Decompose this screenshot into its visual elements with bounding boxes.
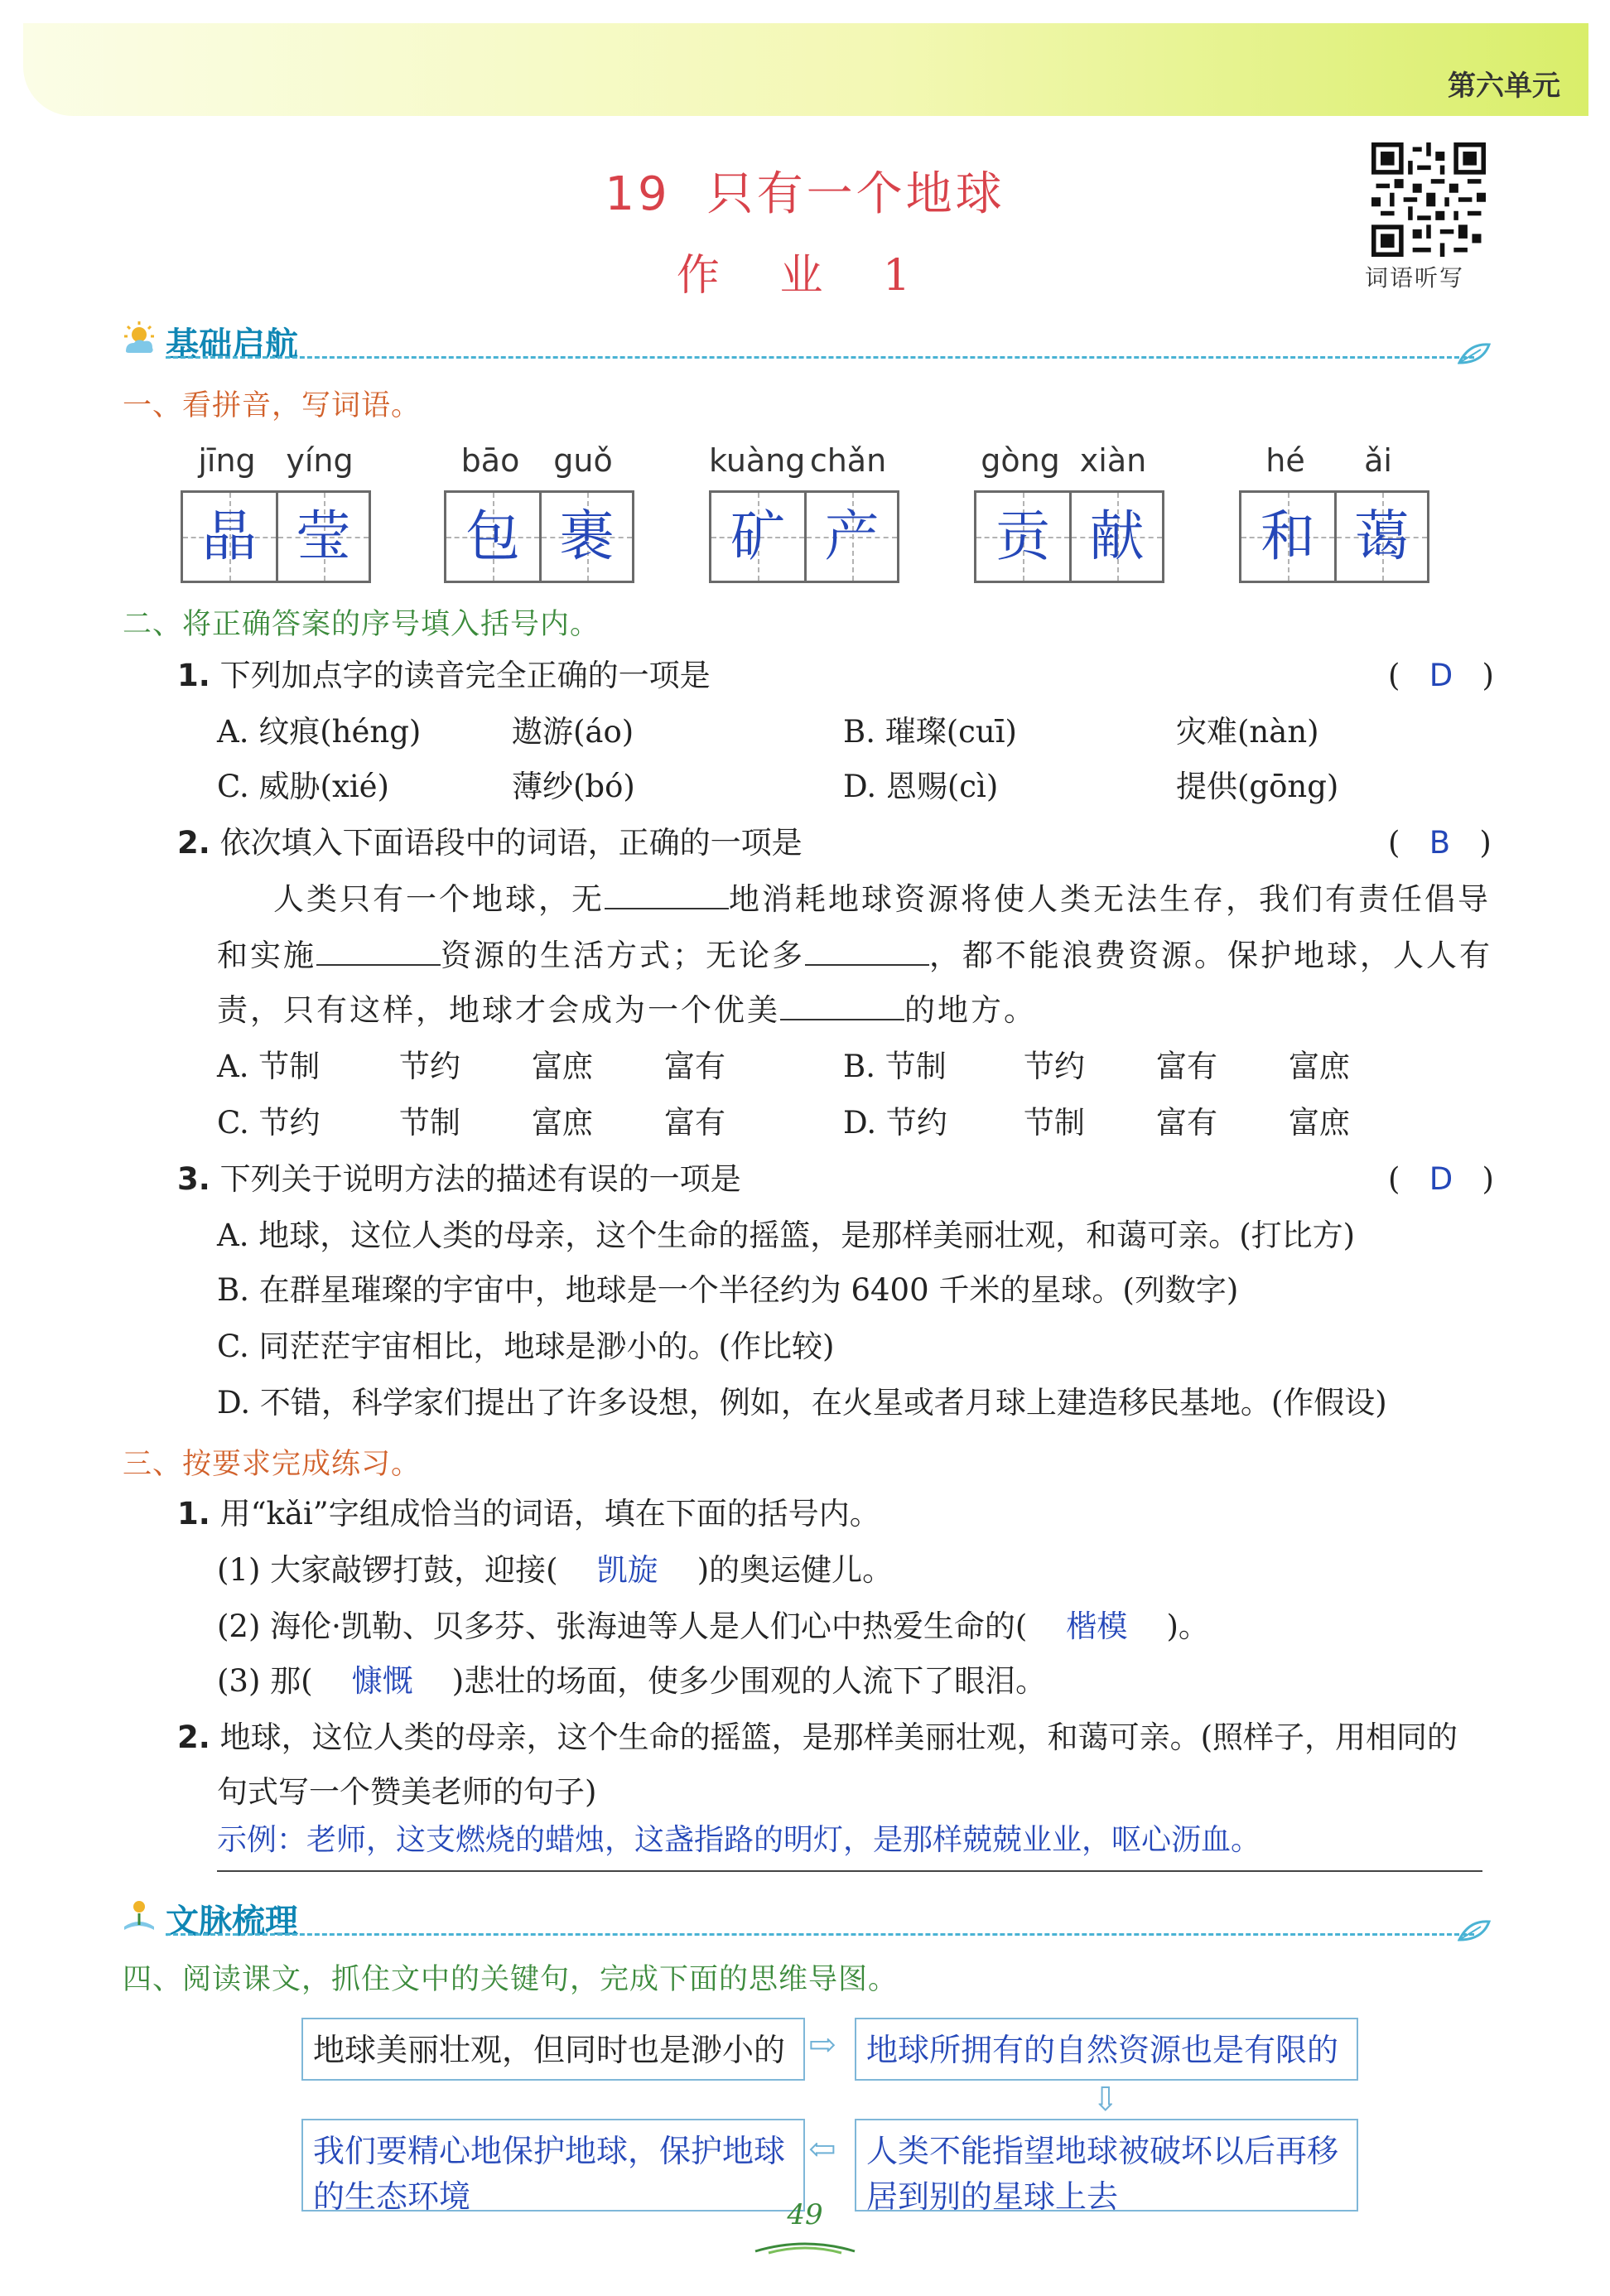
reader-icon [121,1897,157,1933]
pinyin: kuàng [709,442,806,479]
passage-line-1: 人类只有一个地球，无 地消耗地球资源将使人类无法生存，我们有责任倡导 [273,881,1491,917]
pinyin: chǎn [809,442,887,479]
option-word: 富庶 [532,1049,593,1084]
option-c[interactable]: C. 节约 [217,1105,321,1141]
pinyin: xiàn [1079,442,1147,479]
q2-item1-answer[interactable]: ( D ) [1388,658,1494,693]
option-word: 节约 [1024,1049,1085,1084]
option-d[interactable]: D. 节约 [843,1105,947,1141]
q3-sentence-3: (3) 那( 慷慨 )悲壮的场面，使多少围观的人流下了眼泪。 [217,1663,1047,1699]
q3-item2-stem: 2. 地球，这位人类的母亲，这个生命的摇篮，是那样美丽壮观，和蔼可亲。(照样子，用相同的 [177,1720,1458,1755]
passage-line-2: 和实施 资源的生活方式；无论多 ，都不能浪费资源。保护地球，人人有 [217,938,1492,973]
lesson-number: 19 [605,167,671,221]
option-word: 富有 [1156,1049,1217,1084]
word-3 [709,442,899,583]
writing-grid[interactable] [709,490,899,583]
option-d[interactable]: D. 不错，科学家们提出了许多设想，例如，在火星或者月球上建造移民基地。(作假设) [217,1385,1387,1421]
option-a-word2: 遨游(áo) [512,714,634,750]
mindmap-box-1: 地球美丽壮观，但同时也是渺小的 [301,2018,805,2081]
mindmap-box-2[interactable]: 地球所拥有的自然资源也是有限的 [855,2018,1358,2081]
q2-item1-stem: 1. 下列加点字的读音完全正确的一项是 [177,658,711,693]
pinyin: gòng [981,442,1060,479]
char: 晶 [202,504,257,568]
option-word: 富有 [664,1049,725,1084]
pinyin: jīng [198,442,256,479]
option-word: 节制 [399,1105,460,1141]
option-a[interactable]: A. 地球，这位人类的母亲，这个生命的摇篮，是那样美丽壮观，和蔼可亲。(打比方) [217,1218,1356,1253]
option-word: 富有 [1156,1105,1217,1141]
option-a[interactable]: A. 节制 [217,1049,321,1084]
q3-sentence-2: (2) 海伦·凯勒、贝多芬、张海迪等人是人们心中热爱生命的( 楷模 )。 [217,1609,1209,1644]
writing-grid[interactable] [444,490,634,583]
word-2 [444,442,634,583]
section-divider [166,1933,1474,1936]
option-c[interactable]: C. 同茫茫宇宙相比，地球是渺小的。(作比较) [217,1329,835,1364]
option-b[interactable]: B. 璀璨(cuī) [843,714,1017,750]
q3-item1-stem: 1. 用“kǎi”字组成恰当的词语，填在下面的括号内。 [177,1496,880,1531]
char: 蔼 [1354,504,1410,568]
option-a[interactable]: A. 纹痕(héng) [217,714,422,750]
section-title-outline: 文脉梳理 [166,1903,298,1941]
char: 献 [1089,504,1145,568]
char: 贡 [995,504,1050,568]
char: 莹 [296,504,351,568]
answer-value: D [1429,1161,1453,1197]
option-word: 富有 [664,1105,725,1141]
pinyin: bāo [460,442,520,479]
page-number: 49 [787,2198,823,2231]
arrow-left-icon: ⇦ [808,2130,836,2168]
option-d[interactable]: D. 恩赐(cì) [843,769,999,804]
pinyin: guǒ [553,442,613,479]
option-b-word2: 灾难(nàn) [1176,714,1319,750]
word-4 [974,442,1164,583]
unit-label: 第六单元 [1448,70,1560,103]
section-title-basics: 基础启航 [166,326,298,364]
char: 产 [824,504,880,568]
pinyin: ǎi [1364,442,1392,479]
mindmap-box-3[interactable]: 人类不能指望地球被破坏以后再移居到别的星球上去 [855,2119,1358,2212]
q3-item2-stem-line2: 句式写一个赞美老师的句子) [217,1774,597,1810]
page-ornament-icon [752,2236,858,2256]
qr-code-icon[interactable] [1371,142,1486,257]
char: 裹 [559,504,615,568]
section-divider [166,356,1474,359]
option-word: 富庶 [1289,1049,1350,1084]
writing-grid[interactable] [974,490,1164,583]
option-d-word2: 提供(gōng) [1176,769,1339,804]
word-1 [181,442,371,583]
char: 和 [1261,504,1315,568]
option-word: 节制 [1024,1105,1085,1141]
mindmap-box-4[interactable]: 我们要精心地保护地球，保护地球的生态环境 [301,2119,805,2212]
answer-value: D [1429,658,1453,693]
lesson-title [0,157,1610,224]
fill-blank[interactable] [805,939,929,966]
answer-value[interactable]: 楷模 [1066,1609,1128,1644]
fill-blank[interactable] [605,883,729,909]
leaf-icon [1458,341,1491,366]
option-b[interactable]: B. 节制 [843,1049,947,1084]
arrow-down-icon: ⇩ [1092,2081,1120,2119]
lesson-name: 只有一个地球 [706,167,1005,221]
answer-value: B [1429,825,1451,861]
q3-item2-answer[interactable]: 示例：老师，这支燃烧的蜡烛，这盏指路的明灯，是那样兢兢业业，呕心沥血。 [217,1823,1261,1857]
option-c[interactable]: C. 威胁(xié) [217,769,389,804]
q4-heading: 四、阅读课文，抓住文中的关键句，完成下面的思维导图。 [123,1963,899,1996]
q2-item3-answer[interactable]: ( D ) [1388,1161,1494,1197]
answer-value[interactable]: 慷慨 [351,1663,413,1699]
answer-value[interactable]: 凯旋 [596,1552,658,1588]
writing-grid[interactable] [181,490,371,583]
q3-heading: 三、按要求完成练习。 [123,1448,422,1481]
leaf-icon [1458,1918,1491,1943]
passage-line-3: 责，只有这样，地球才会成为一个优美 的地方。 [217,992,1037,1028]
char: 包 [465,504,520,568]
answer-line [217,1870,1482,1872]
homework-title: 作 业 1 [676,251,934,301]
pinyin: hé [1265,442,1305,479]
pinyin: yíng [286,442,354,479]
option-word: 节约 [399,1049,460,1084]
fill-blank[interactable] [316,939,441,966]
arrow-right-icon: ⇨ [808,2026,836,2064]
option-c-word2: 薄纱(bó) [512,769,635,804]
fill-blank[interactable] [780,994,904,1020]
char: 矿 [730,504,785,568]
option-b[interactable]: B. 在群星璀璨的宇宙中，地球是一个半径约为 6400 千米的星球。(列数字) [217,1272,1239,1308]
word-5 [1239,442,1429,583]
q3-sentence-1: (1) 大家敲锣打鼓，迎接( 凯旋 )的奥运健儿。 [217,1552,894,1588]
writing-grid[interactable] [1239,490,1429,583]
q1-heading: 一、看拼音，写词语。 [123,389,422,422]
sun-cloud-icon [121,320,157,356]
q2-item2-stem: 2. 依次填入下面语段中的词语，正确的一项是 [177,825,803,861]
qr-caption: 词语听写 [1365,264,1465,292]
q2-heading: 二、将正确答案的序号填入括号内。 [123,608,600,641]
q2-item3-stem: 3. 下列关于说明方法的描述有误的一项是 [177,1161,741,1197]
top-banner [23,23,1588,116]
option-word: 富庶 [1289,1105,1350,1141]
option-word: 富庶 [532,1105,593,1141]
q2-item2-answer[interactable]: ( B ) [1388,825,1492,861]
